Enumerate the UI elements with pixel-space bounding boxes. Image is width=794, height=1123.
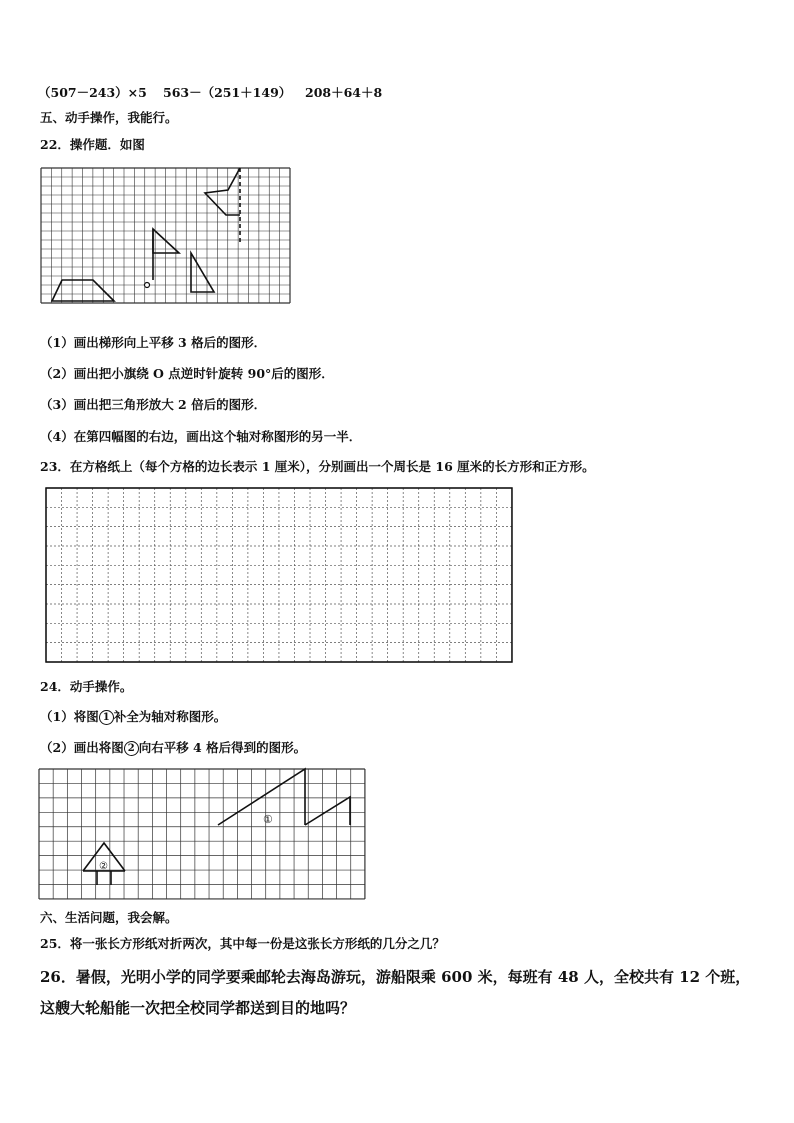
q24-item-1-post: 补全为轴对称图形。 <box>113 709 227 724</box>
q24-item-1-pre: （1）将图 <box>40 709 99 724</box>
q22-item-3: （3）画出把三角形放大 2 倍后的图形． <box>40 397 267 412</box>
q24-grid-lines <box>39 769 365 899</box>
figure-label-1: ① <box>263 813 273 826</box>
shape-1-right-triangle <box>218 769 305 825</box>
q25-text: 25．将一张长方形纸对折两次，其中每一份是这张长方形纸的几分之几？ <box>40 936 445 951</box>
q24-item-2-pre: （2）画出将图 <box>40 740 124 755</box>
section-5-heading: 五、动手操作，我能行。 <box>40 110 178 125</box>
section-6-heading: 六、生活问题，我会解。 <box>40 910 178 925</box>
q26-line-1: 26．暑假，光明小学的同学要乘邮轮去海岛游玩，游船限乘 600 米，每班有 48 人，全校共有 12 个班， <box>40 968 751 986</box>
figure-label-2: ② <box>99 861 108 872</box>
q22-item-4: （4）在第四幅图的右边，画出这个轴对称图形的另一半． <box>40 429 362 444</box>
q24-title: 24．动手操作。 <box>40 679 133 694</box>
expression-3: 208＋64＋8 <box>305 85 383 100</box>
circle-number-1: 1 <box>99 710 114 725</box>
q26-line-2: 这艘大轮船能一次把全校同学都送到目的地吗？ <box>40 999 356 1017</box>
q22-title: 22．操作题．如图 <box>40 137 145 152</box>
expression-1: （507－243）×5 <box>38 85 147 100</box>
shape-1-small-triangle <box>305 797 350 825</box>
circle-number-2: 2 <box>124 741 139 756</box>
q22-item-2: （2）画出把小旗绕 O 点逆时针旋转 90°后的图形． <box>40 366 334 381</box>
expression-2: 563－（251＋149） <box>163 85 292 100</box>
q24-item-2-post: 向右平移 4 格后得到的图形。 <box>138 740 307 755</box>
q22-item-1: （1）画出梯形向上平移 3 格后的图形． <box>40 335 267 350</box>
q23-title: 23．在方格纸上（每个方格的边长表示 1 厘米），分别画出一个周长是 16 厘米的长方形和正方形。 <box>40 459 595 474</box>
